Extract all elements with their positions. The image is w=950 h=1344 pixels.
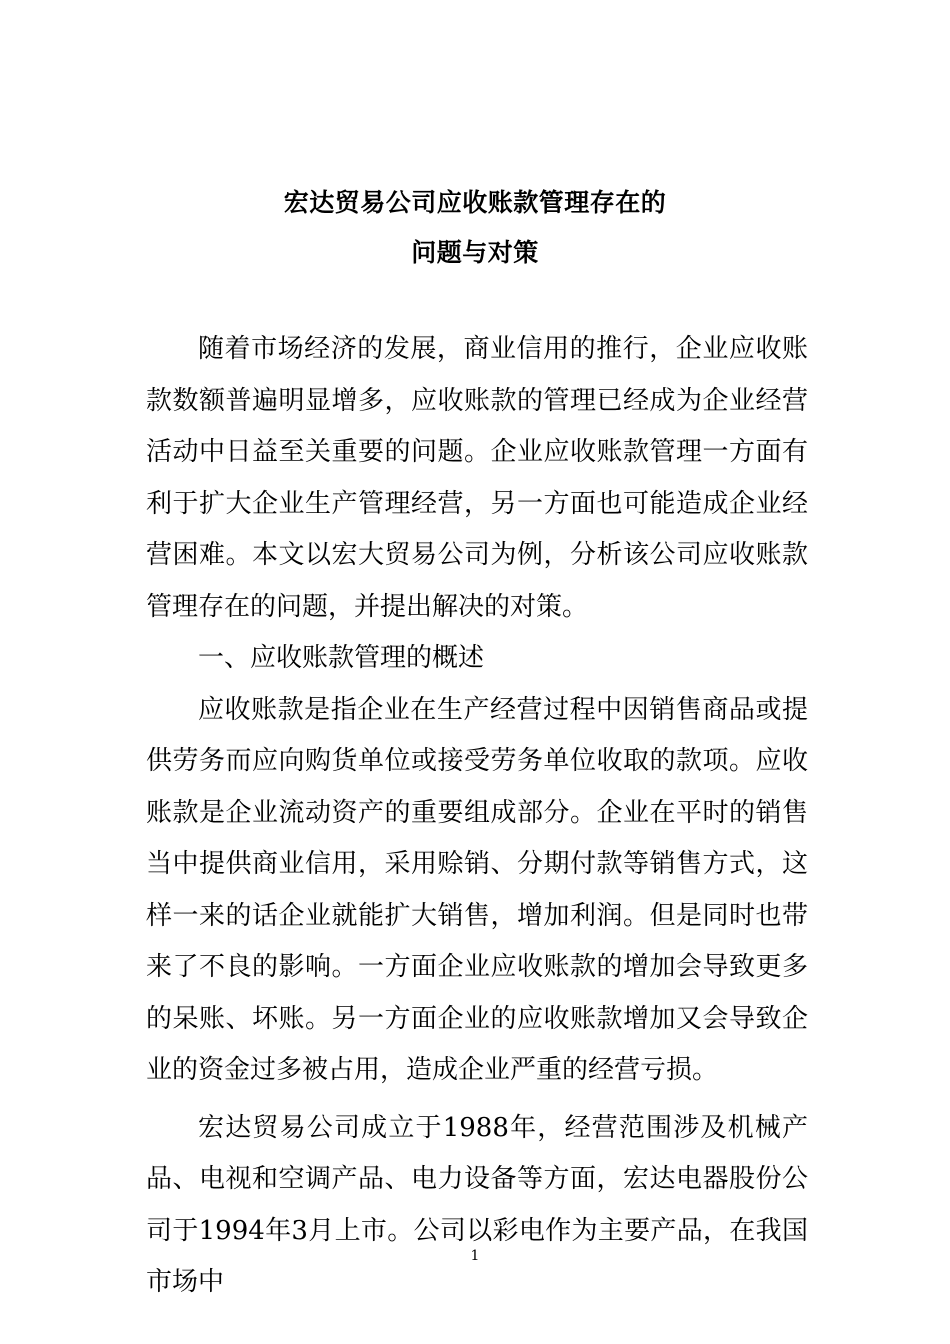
document-body [146, 324, 808, 1309]
title-line-2: 问题与对策 [411, 238, 539, 267]
section-heading-1: 一、应收账款管理的概述 [198, 643, 485, 673]
paragraph-intro: 随着市场经济的发展，商业信用的推行，企业应收账款数额普遍明显增多，应收账款的管理已经成为企业经营活动中日益至关重要的问题。企业应收账款管理一方面有利于扩大企业生产管理经营，另一方面也可能造成企业经营困难。本文以宏大贸易公司为例，分析该公司应收账款管理存在的问题，并提出解决的对策。 [146, 334, 808, 622]
title-line-1: 宏达贸易公司应收账款管理存在的 [283, 188, 667, 217]
paragraph-definition: 应收账款是指企业在生产经营过程中因销售商品或提供劳务而应向购货单位或接受劳务单位收取的款项。应收账款是企业流动资产的重要组成部分。企业在平时的销售当中提供商业信用，采用赊销、分期付款等销售方式，这样一来的话企业就能扩大销售，增加利润。但是同时也带来了不良的影响。一方面企业应收账款的增加会导致更多的呆账、坏账。另一方面企业的应收账款增加又会导致企业的资金过多被占用，造成企业严重的经营亏损。 [146, 694, 808, 1085]
document-title [0, 178, 950, 278]
page-number: 1 [470, 1248, 480, 1264]
paragraph-company: 宏达贸易公司成立于1988年，经营范围涉及机械产品、电视和空调产品、电力设备等方面，宏达电器股份公司于1994年3月上市。公司以彩电作为主要产品，在我国市场中 [146, 1112, 808, 1297]
